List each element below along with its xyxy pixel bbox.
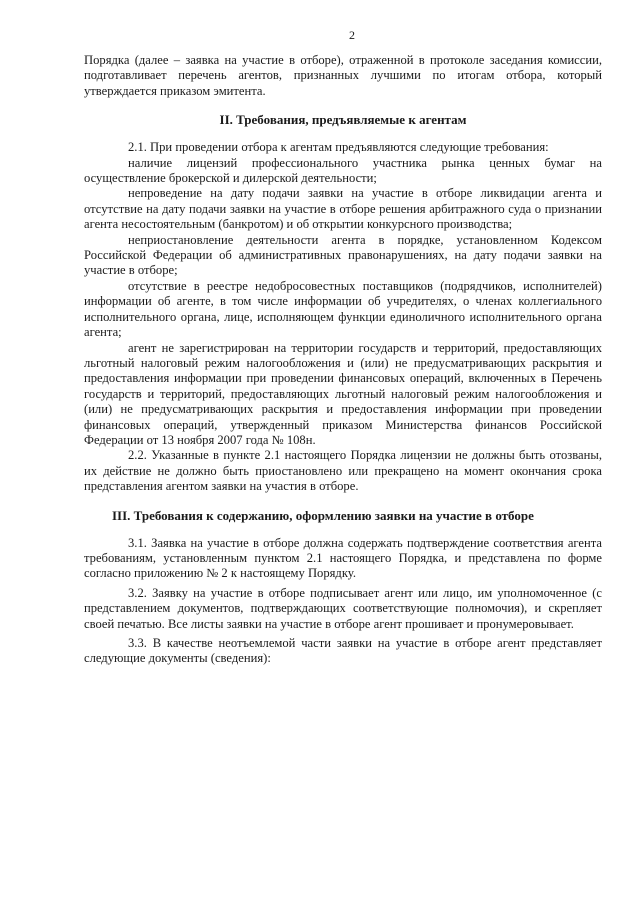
paragraph-continuation: Порядка (далее – заявка на участие в отборе), отраженной в протоколе заседания комиссии, подготавливает перечень агентов, признанных лучшими по итогам отбора, который утверждается приказом эмитента. bbox=[84, 53, 602, 98]
paragraph-requirement-no-suspension: неприостановление деятельности агента в порядке, установленном Кодексом Российской Федерации об административных правонарушениях, на дату подачи заявки на участие в отборе; bbox=[84, 232, 602, 278]
paragraph-2-2: 2.2. Указанные в пункте 2.1 настоящего Порядка лицензии не должны быть отозваны, их действие не должно быть приостановлено или прекращено на момент окончания срока представления агентом заявки на участия в отборе. bbox=[84, 448, 602, 494]
paragraph-requirement-no-registry: отсутствие в реестре недобросовестных поставщиков (подрядчиков, исполнителей) информации об агенте, в том числе информации об учредителях, о членах коллегиального исполнительного органа, лице, исполняющем функции единоличного исполнительного органа агента; bbox=[84, 278, 602, 340]
paragraph-3-3: 3.3. В качестве неотъемлемой части заявки на участие в отборе агент представляет следующие документы (сведения): bbox=[84, 636, 602, 666]
section-3-heading: III. Требования к содержанию, оформлению заявки на участие в отборе bbox=[112, 507, 534, 523]
section-2-heading: II. Требования, предъявляемые к агентам bbox=[219, 112, 467, 128]
paragraph-requirement-licenses: наличие лицензий профессионального участника рынка ценных бумаг на осуществление брокерской и дилерской деятельности; bbox=[84, 155, 602, 186]
paragraph-2-1: 2.1. При проведении отбора к агентам предъявляются следующие требования: bbox=[128, 140, 549, 155]
paragraph-3-1: 3.1. Заявка на участие в отборе должна содержать подтверждение соответствия агента требованиям, установленным пунктом 2.1 настоящего Порядка, и представлена по форме согласно приложению № 2 к настоящему Порядку. bbox=[84, 535, 602, 581]
page-number: 2 bbox=[349, 28, 355, 42]
paragraph-requirement-no-liquidation: непроведение на дату подачи заявки на участие в отборе ликвидации агента и отсутствие на дату подачи заявки на участие в отборе решения арбитражного суда о признании агента несостоятельным (банкротом) и об открытии конкурсного производства; bbox=[84, 186, 602, 232]
paragraph-3-2: 3.2. Заявку на участие в отборе подписывает агент или лицо, им уполномоченное (с представлением документов, подтверждающих соответствующие полномочия), и скрепляет своей печатью. Все листы заявки на участие в отборе агент прошивает и пронумеровывает. bbox=[84, 585, 602, 631]
paragraph-requirement-no-offshore: агент не зарегистрирован на территории государств и территорий, предоставляющих льготный налоговый режим налогообложения и (или) не предусматривающих раскрытия и предоставления информации при проведении финансовых операций, включенных в Перечень государств и территорий, предоставляющих льготный налоговый режим налогообложения и (или) не предусматривающих раскрытия и предоставления информации при проведении финансовых операций, утвержденный приказом Министерства финансов Российской Федерации от 13 ноября 2007 года № 108н. bbox=[84, 340, 602, 447]
